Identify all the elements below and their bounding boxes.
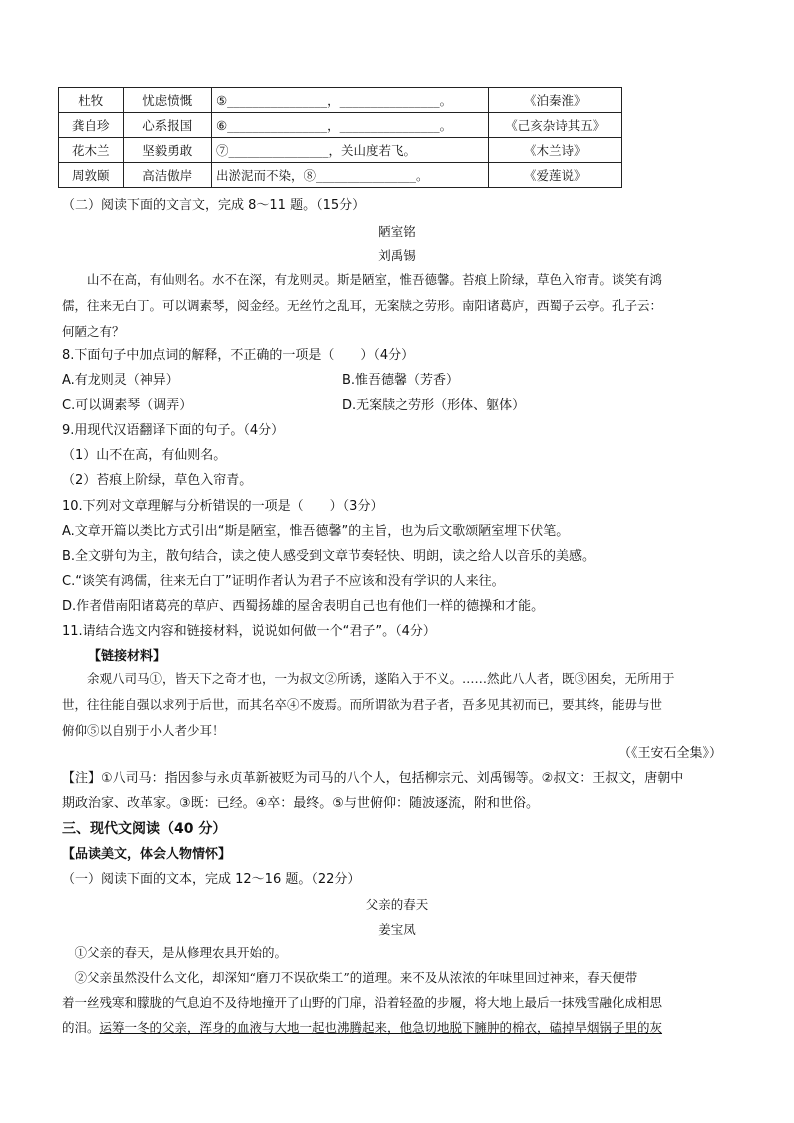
article-author: 姜宝凤 bbox=[378, 922, 416, 937]
q10-option-a: A.文章开篇以类比方式引出“斯是陋室，惟吾德馨”的主旨，也为后文歌颂陋室埋下伏笔。 bbox=[62, 524, 570, 539]
source-title-cell: 《木兰诗》 bbox=[489, 138, 622, 163]
article-underlined-sentence: 运筹一冬的父亲，浑身的血液与大地一起也沸腾起来，他急切地脱下臃肿的棉衣，磕掉旱烟锅子里的灰 bbox=[99, 1020, 663, 1035]
blank-cell[interactable]: 出淤泥而不染，⑧________________。 bbox=[211, 163, 488, 188]
section2-heading: （二）阅读下面的文言文，完成 8～11 题。（15分） bbox=[62, 198, 366, 213]
article-para-2c bbox=[62, 1015, 734, 1041]
q10-option-c: C.“谈笑有鸿儒，往来无白丁”证明作者认为君子不应该和没有学识的人来往。 bbox=[62, 574, 505, 589]
article-para-1: ①父亲的春天，是从修理农具开始的。 bbox=[74, 945, 288, 960]
link-material-label: 【链接材料】 bbox=[88, 649, 167, 664]
link-material-1: 余观八司马①，皆天下之奇才也，一为叔文②所诱，遂陷入于不义。……然此八人者，既③困矣，无所用于 bbox=[87, 671, 675, 686]
note-line-2: 期政治家、改革家。③既：已经。④卒：最终。⑤与世俯仰：随波逐流，附和世俗。 bbox=[62, 796, 539, 811]
q9-sentence-2: （2）苔痕上阶绿，草色入帘青。 bbox=[62, 473, 253, 488]
poem-para-3: 何陋之有？ bbox=[62, 324, 125, 339]
table-row bbox=[59, 88, 622, 113]
q10-option-d: D.作者借南阳诸葛亮的草庐、西蜀扬雄的屋舍表明自己也有他们一样的德操和才能。 bbox=[62, 599, 545, 614]
author-cell: 花木兰 bbox=[59, 138, 124, 163]
q10-option-b: B.全文骈句为主，散句结合，读之使人感受到文章节奏轻快、明朗，读之给人以音乐的美感。 bbox=[62, 549, 596, 564]
table-row bbox=[59, 113, 622, 138]
source-title-cell: 《己亥杂诗其五》 bbox=[489, 113, 622, 138]
emotion-cell: 心系报国 bbox=[123, 113, 211, 138]
table-row bbox=[59, 163, 622, 188]
poem-para-2: 儒，往来无白丁。可以调素琴，阅金经。无丝竹之乱耳，无案牍之劳形。南阳诸葛庐，西蜀子云亭。孔子云： bbox=[62, 298, 663, 313]
blank-cell[interactable]: ⑤________________，________________。 bbox=[211, 88, 488, 113]
poem-para-1: 山不在高，有仙则名。水不在深，有龙则灵。斯是陋室，惟吾德馨。苔痕上阶绿，草色入帘青。谈笑有鸿 bbox=[87, 272, 663, 287]
link-material-3: 俯仰⑤以自别于小人者少耳！ bbox=[62, 723, 225, 738]
blank-cell[interactable]: ⑥________________，________________。 bbox=[211, 113, 488, 138]
article-para-2c-plain: 的泪。 bbox=[62, 1020, 100, 1035]
author-cell: 周敦颐 bbox=[59, 163, 124, 188]
article-para-2b: 着一丝残寒和朦胧的气息迫不及待地撞开了山野的门扉，沿着轻盈的步履，将大地上最后一抹残雪融化成相思 bbox=[62, 995, 663, 1010]
poem-title: 陋室铭 bbox=[378, 224, 416, 239]
q8-option-c: C.可以调素琴（调弄） bbox=[62, 398, 193, 413]
emotion-cell: 坚毅勇敢 bbox=[123, 138, 211, 163]
poem-fill-table bbox=[58, 87, 622, 188]
emotion-cell: 忧虑愤慨 bbox=[123, 88, 211, 113]
table-row bbox=[59, 138, 622, 163]
q8-option-d: D.无案牍之劳形（形体、躯体） bbox=[342, 398, 526, 413]
author-cell: 杜牧 bbox=[59, 88, 124, 113]
q8-option-a: A.有龙则灵（神异） bbox=[62, 373, 179, 388]
section3-heading: 三、现代文阅读（40 分） bbox=[62, 821, 227, 837]
section3-question-heading: （一）阅读下面的文本，完成 12～16 题。（22分） bbox=[62, 872, 361, 887]
q8-option-b: B.惟吾德馨（芳香） bbox=[342, 373, 460, 388]
link-material-source: （《王安石全集》） bbox=[618, 746, 723, 761]
link-material-2: 世，往往能自强以求列于后世，而其名卒④不废焉。而所谓欲为君子者，吾多见其初而已，要其终，能毋与世 bbox=[62, 697, 663, 712]
note-line-1: 【注】①八司马：指因参与永贞革新被贬为司马的八个人，包括柳宗元、刘禹锡等。②叔文：王叔文，唐朝中 bbox=[62, 771, 684, 786]
article-para-2a: ②父亲虽然没什么文化，却深知“磨刀不误砍柴工”的道理。来不及从浓浓的年味里回过神来，春天便带 bbox=[74, 970, 638, 985]
source-title-cell: 《泊秦淮》 bbox=[489, 88, 622, 113]
section3-subheading: 【品读美文，体会人物情怀】 bbox=[62, 847, 232, 862]
emotion-cell: 高洁傲岸 bbox=[123, 163, 211, 188]
source-title-cell: 《爱莲说》 bbox=[489, 163, 622, 188]
q9-sentence-1: （1）山不在高，有仙则名。 bbox=[62, 448, 227, 463]
poem-author: 刘禹锡 bbox=[378, 248, 416, 263]
q9-stem: 9.用现代汉语翻译下面的句子。（4分） bbox=[62, 423, 285, 438]
q11-stem: 11.请结合选文内容和链接材料，说说如何做一个“君子”。（4分） bbox=[62, 624, 436, 639]
author-cell: 龚自珍 bbox=[59, 113, 124, 138]
blank-cell[interactable]: ⑦________________，关山度若飞。 bbox=[211, 138, 488, 163]
q8-stem: 8.下面句子中加点词的解释，不正确的一项是（ ）（4分） bbox=[62, 348, 415, 363]
q10-stem: 10.下列对文章理解与分析错误的一项是（ ）（3分） bbox=[62, 499, 384, 514]
article-title: 父亲的春天 bbox=[365, 897, 429, 912]
